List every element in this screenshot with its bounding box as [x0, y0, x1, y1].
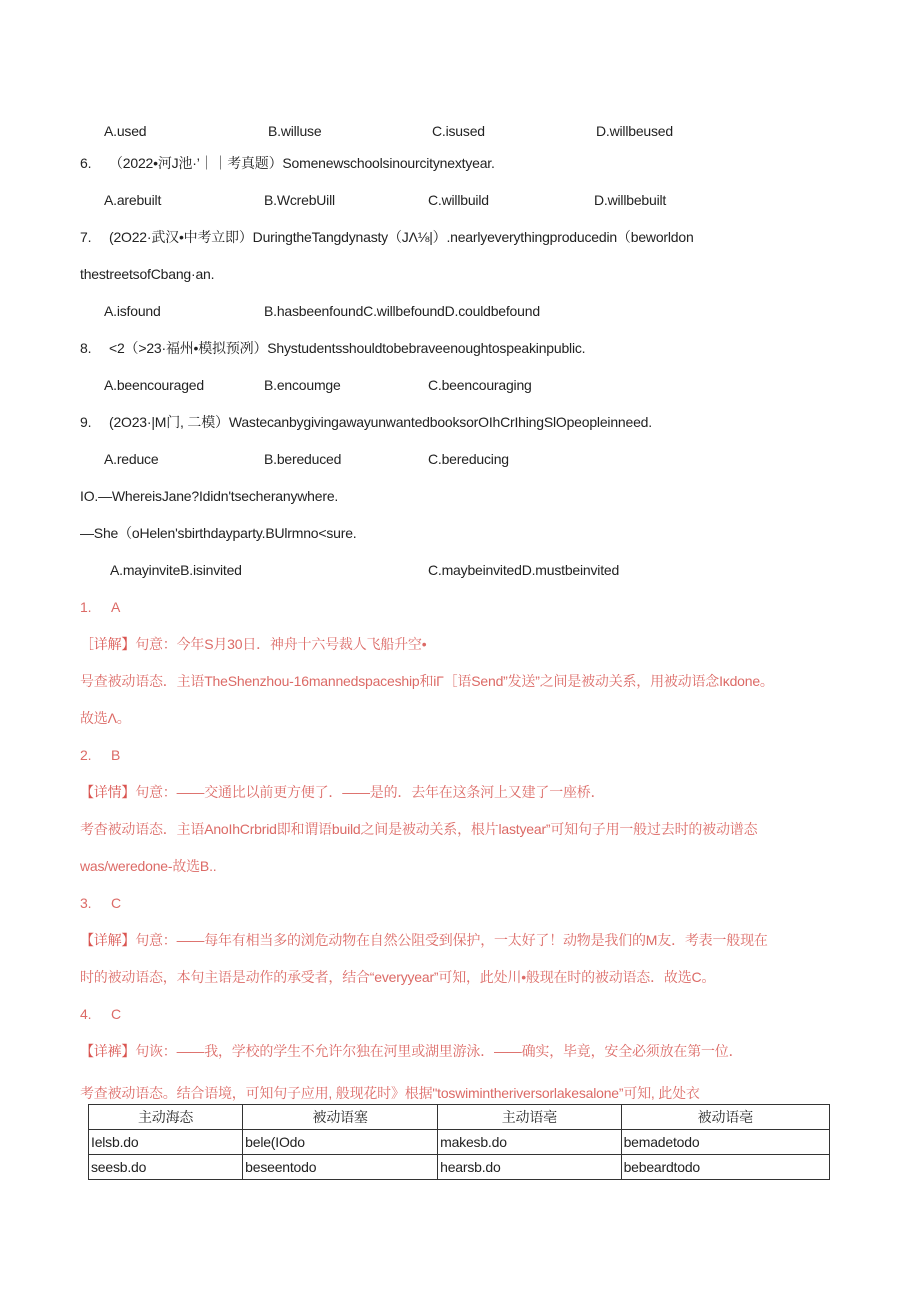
- question-number: 6.: [80, 155, 92, 171]
- q9-option-b: B.bereduced: [264, 451, 342, 467]
- explanation-tag: 【详情】: [80, 784, 136, 800]
- explanation-text: 句意：——交通比以前更方便了．——是的．去年在这条河上又建了一座桥．: [135, 784, 605, 800]
- table-header-cell: 主动语亳: [438, 1105, 621, 1130]
- question-source: (2O23·|M门, 二模）: [108, 414, 229, 430]
- explanation-text: 句意：——每年有相当多的浏危动物在自然公阻受到保护，一太好了！动物是我们的M友．考表一般现在: [135, 932, 768, 948]
- answer-3-explanation-line-1: [80, 931, 768, 949]
- explanation-text: 句意：今年S月30日．神舟十六号裁人飞船升空•: [135, 636, 427, 652]
- answer-4-header: [80, 1005, 121, 1023]
- answer-1-explanation-line-3: 故选Λ。: [80, 710, 131, 726]
- voice-table: [88, 1104, 830, 1180]
- q10-reply: —She（oHelen'sbirthdayparty.BUlrmno<sure.: [80, 525, 357, 541]
- table-cell: bele(IOdo: [243, 1130, 438, 1155]
- q5-option-a: A.used: [104, 123, 147, 139]
- answer-1-header: [80, 598, 120, 616]
- q6-option-a: A.arebuilt: [104, 192, 162, 208]
- question-text: Somenewschoolsinourcitynextyear.: [282, 155, 495, 171]
- question-text: DuringtheTangdynasty（JΛ⅛|）.nearlyeverythingproducedin（beworldon: [252, 229, 694, 245]
- answer-letter: C: [110, 1006, 121, 1022]
- q10-option-ab: A.mayinviteB.isinvited: [110, 562, 242, 578]
- q6-stem: [80, 154, 495, 172]
- q9-option-a: A.reduce: [104, 451, 159, 467]
- table-cell: bemadetodo: [621, 1130, 829, 1155]
- q7-option-a: A.isfound: [104, 303, 161, 319]
- q6-option-b: B.WcrebUill: [264, 192, 335, 208]
- answer-letter: A: [110, 599, 121, 615]
- q8-option-a: A.beencouraged: [104, 377, 204, 393]
- q9-option-c: C.bereducing: [428, 451, 509, 467]
- table-header-cell: 主动海态: [89, 1105, 243, 1130]
- answer-2-explanation-line-1: [80, 783, 604, 801]
- answer-number: 4.: [80, 1006, 92, 1022]
- answer-number: 1.: [80, 599, 92, 615]
- q5-option-c: C.isused: [432, 123, 485, 139]
- question-source: <2（>23·福州•模拟预冽）: [108, 340, 268, 356]
- table-cell: beseentodo: [243, 1155, 438, 1180]
- table-cell: makesb.do: [438, 1130, 621, 1155]
- explanation-tag: 【详解】: [80, 932, 136, 948]
- question-text: WastecanbygivingawayunwantedbooksorOIhCrIhingSlOpeopleinneed.: [228, 414, 652, 430]
- answer-1-explanation-line-2: 号查被动语态．主语TheShenzhou-16mannedspaceship和iΓ［语Send”发送”之间是被动关系，用被动语念Iκdone。: [80, 673, 774, 689]
- table-cell: hearsb.do: [438, 1155, 621, 1180]
- q7-stem: [80, 228, 694, 246]
- q6-option-c: C.willbuild: [428, 192, 489, 208]
- q7-stem-continued: thestreetsofCbang·an.: [80, 266, 215, 282]
- table-header-cell: 被动语亳: [621, 1105, 829, 1130]
- table-row: [89, 1130, 830, 1155]
- table-cell: bebeardtodo: [621, 1155, 829, 1180]
- question-source: (2O22·武汉•中考立即）: [108, 229, 253, 245]
- q8-stem: [80, 339, 585, 357]
- q6-option-d: D.willbebuilt: [594, 192, 667, 208]
- answer-2-explanation-line-2: 考杳被动语态．主语AnoIhCrbrid即和谓语build之间是被动关系，根片lastyear”可知句子用一般过去时的被动谱态: [80, 821, 758, 837]
- answer-number: 3.: [80, 895, 92, 911]
- table-header-row: [89, 1105, 830, 1130]
- question-number: 8.: [80, 340, 92, 356]
- q5-option-d: D.willbeused: [596, 123, 673, 139]
- question-text: Shystudentsshouldtobebraveenoughtospeakinpublic.: [267, 340, 586, 356]
- table-cell: Ielsb.do: [89, 1130, 243, 1155]
- q7-option-bcd: B.hasbeenfoundC.willbefoundD.couldbefound: [264, 303, 540, 319]
- q9-stem: [80, 413, 652, 431]
- answer-4-explanation-line-1: [80, 1042, 742, 1060]
- answer-3-header: [80, 894, 121, 912]
- question-number: 7.: [80, 229, 92, 245]
- question-number: 9.: [80, 414, 92, 430]
- table-cell: seesb.do: [89, 1155, 243, 1180]
- answer-1-explanation-line-1: [80, 635, 426, 653]
- answer-2-header: [80, 746, 120, 764]
- q8-option-b: B.encoumge: [264, 377, 341, 393]
- explanation-tag: 【详裤】: [80, 1043, 136, 1059]
- answer-4-explanation-line-2: 考查被动语态。结合语境，可知句子应用, 般现花时》根据"toswimintheriversorlakesalone”可知, 此处衣: [80, 1085, 700, 1101]
- answer-letter: C: [110, 895, 121, 911]
- answer-3-explanation-line-2: 时的被动语态，本句主语是动作的承受者，结合“everyyear”可知，此处川•般现在时的被动语态．故选C。: [80, 969, 716, 985]
- answer-2-explanation-line-3: was/weredone-故选B..: [80, 858, 217, 874]
- answer-number: 2.: [80, 747, 92, 763]
- answer-letter: B: [110, 747, 121, 763]
- table-row: [89, 1155, 830, 1180]
- q10-stem: IO.—WhereisJane?Ididn'tsecheranywhere.: [80, 488, 339, 504]
- explanation-tag: ［详解】: [80, 636, 136, 652]
- table-header-cell: 被动语塞: [243, 1105, 438, 1130]
- q5-option-b: B.willuse: [268, 123, 322, 139]
- explanation-text: 句诙：——我，学校的学生不允许尔独在河里或湖里游泳．——确实，毕竟，安全必须放在第一位．: [135, 1043, 743, 1059]
- q10-option-cd: C.maybeinvitedD.mustbeinvited: [428, 562, 620, 578]
- question-source: （2022•河J池·’｜｜考真题）: [108, 155, 283, 171]
- q8-option-c: C.beencouraging: [428, 377, 532, 393]
